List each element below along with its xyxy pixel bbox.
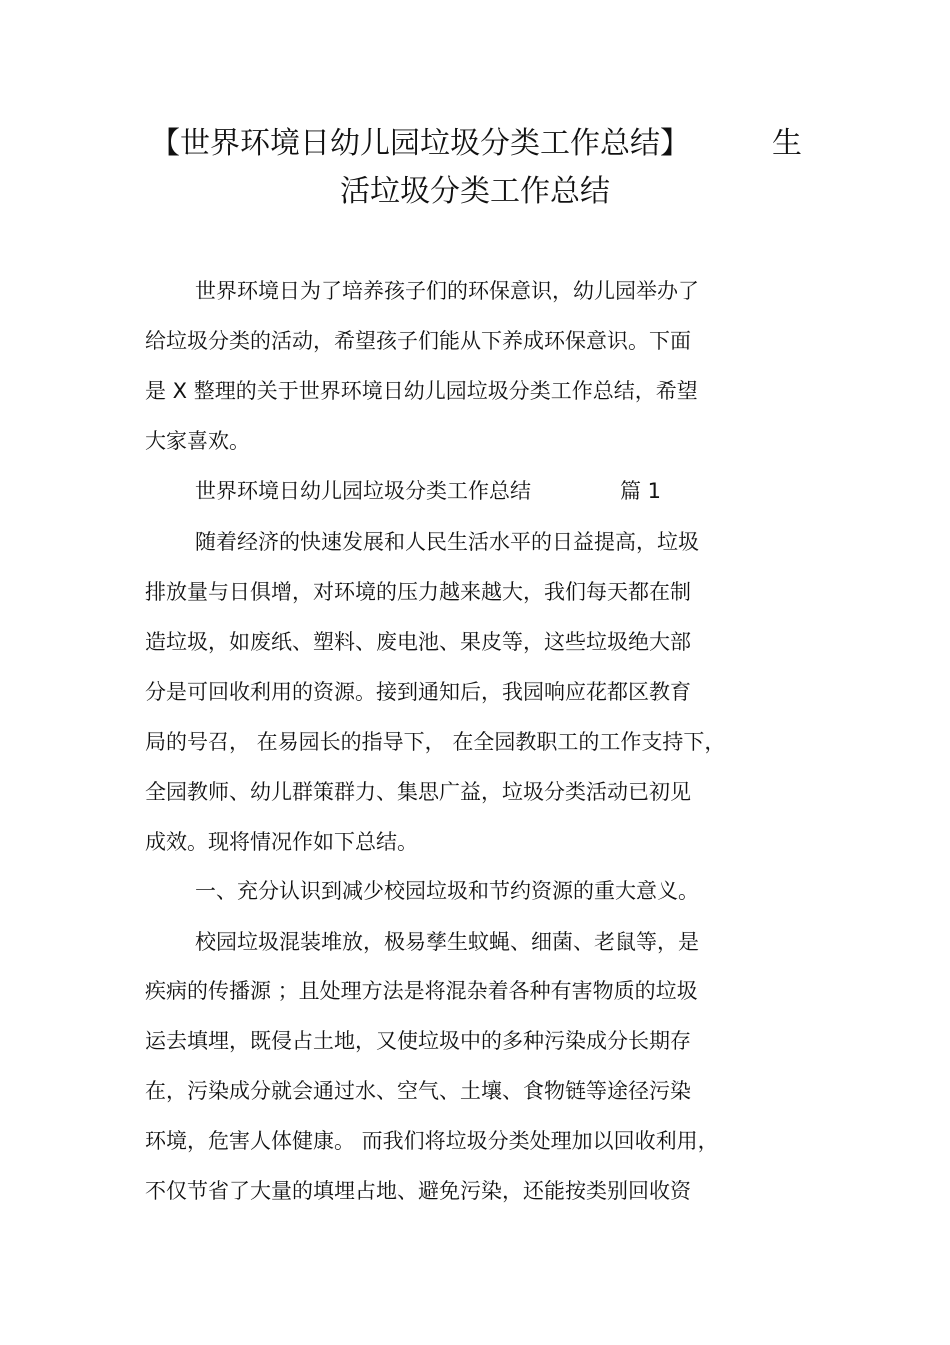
document-title-line-2: 活垃圾分类工作总结 <box>340 174 610 209</box>
paragraph-line: 是 X 整理的关于世界环境日幼儿园垃圾分类工作总结，希望 <box>145 379 698 403</box>
document-title-main: 【世界环境日幼儿园垃圾分类工作总结】 <box>150 126 690 161</box>
paragraph-line: 校园垃圾混装堆放，极易孳生蚊蝇、细菌、老鼠等，是 <box>195 930 699 954</box>
document-title-line-1 <box>150 124 810 164</box>
section-heading <box>195 477 715 505</box>
paragraph-line: 局的号召， 在易园长的指导下， 在全园教职工的工作支持下， <box>145 730 726 754</box>
section-heading: 一、充分认识到减少校园垃圾和节约资源的重大意义。 <box>195 879 699 903</box>
paragraph-line: 大家喜欢。 <box>145 429 250 453</box>
paragraph-line: 分是可回收利用的资源。接到通知后，我园响应花都区教育 <box>145 680 691 704</box>
paragraph-line: 给垃圾分类的活动，希望孩子们能从下养成环保意识。下面 <box>145 329 691 353</box>
paragraph-line: 运去填埋，既侵占土地，又使垃圾中的多种污染成分长期存 <box>145 1029 691 1053</box>
paragraph-line: 成效。现将情况作如下总结。 <box>145 830 418 854</box>
paragraph-line: 疾病的传播源 ；且处理方法是将混杂着各种有害物质的垃圾 <box>145 979 698 1003</box>
paragraph-line: 排放量与日俱增，对环境的压力越来越大，我们每天都在制 <box>145 580 691 604</box>
paragraph-line: 世界环境日为了培养孩子们的环保意识，幼儿园举办了 <box>195 279 699 303</box>
section-heading-title: 世界环境日幼儿园垃圾分类工作总结 <box>195 479 531 503</box>
paragraph-line: 环境，危害人体健康。 而我们将垃圾分类处理加以回收利用， <box>145 1129 719 1153</box>
document-title-tail: 生 <box>772 126 802 161</box>
section-heading-number: 篇 1 <box>620 479 662 503</box>
paragraph-line: 不仅节省了大量的填埋占地、避免污染，还能按类别回收资 <box>145 1179 691 1203</box>
paragraph-line: 全园教师、幼儿群策群力、集思广益，垃圾分类活动已初见 <box>145 780 691 804</box>
paragraph-line: 随着经济的快速发展和人民生活水平的日益提高，垃圾 <box>195 530 699 554</box>
paragraph-line: 造垃圾，如废纸、塑料、废电池、果皮等，这些垃圾绝大部 <box>145 630 691 654</box>
paragraph-line: 在，污染成分就会通过水、空气、土壤、食物链等途径污染 <box>145 1079 691 1103</box>
